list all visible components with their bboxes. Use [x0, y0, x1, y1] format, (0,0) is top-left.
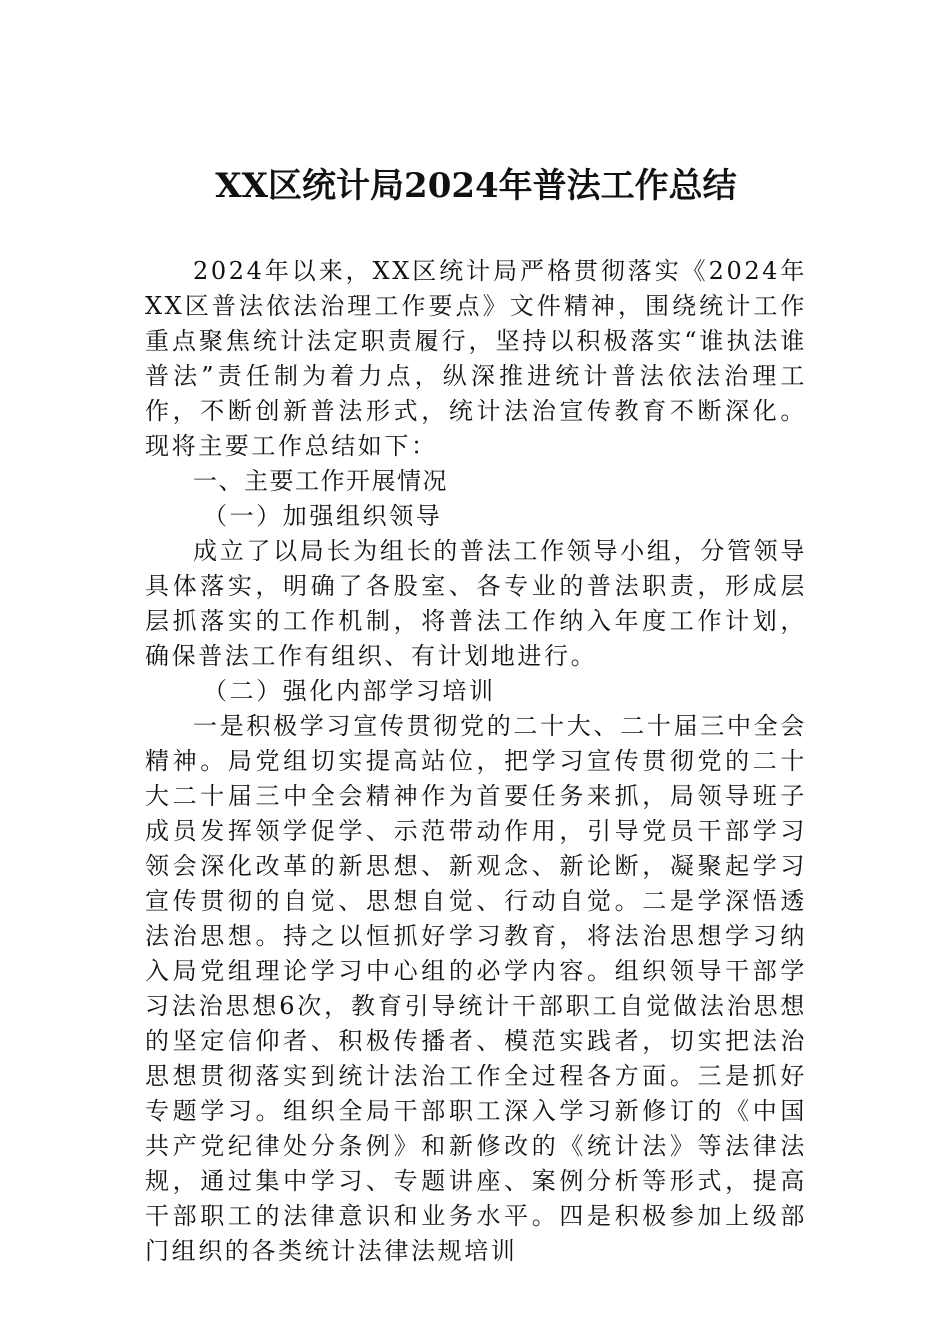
section-heading-main-work: 一、主要工作开展情况	[193, 467, 448, 495]
subsection-heading-organization: （一）加强组织领导	[203, 502, 443, 530]
organization-paragraph: 成立了以局长为组长的普法工作领导小组，分管领导具体落实，明确了各股室、各专业的普法职责，形成层层抓落实的工作机制，将普法工作纳入年度工作计划，确保普法工作有组织、有计划地进行。	[145, 537, 807, 670]
document-body	[145, 160, 807, 1269]
document-title: XX区统计局2024年普法工作总结	[215, 166, 737, 206]
subsection-heading-training: （二）强化内部学习培训	[203, 677, 496, 705]
intro-paragraph: 2024年以来，XX区统计局严格贯彻落实《2024年XX区普法依法治理工作要点》文件精神，围绕统计工作重点聚焦统计法定职责履行，坚持以积极落实“谁执法谁普法”责任制为着力点，纵深推进统计普法依法治理工作，不断创新普法形式，统计法治宣传教育不断深化。现将主要工作总结如下：	[145, 257, 807, 460]
training-paragraph: 一是积极学习宣传贯彻党的二十大、二十届三中全会精神。局党组切实提高站位，把学习宣传贯彻党的二十大二十届三中全会精神作为首要任务来抓，局领导班子成员发挥领学促学、示范带动作用，引导党员干部学习领会深化改革的新思想、新观念、新论断，凝聚起学习宣传贯彻的自觉、思想自觉、行动自觉。二是学深悟透法治思想。持之以恒抓好学习教育，将法治思想学习纳入局党组理论学习中心组的必学内容。组织领导干部学习法治思想6次，教育引导统计干部职工自觉做法治思想的坚定信仰者、积极传播者、模范实践者，切实把法治思想贯彻落实到统计法治工作全过程各方面。三是抓好专题学习。组织全局干部职工深入学习新修订的《中国共产党纪律处分条例》和新修改的《统计法》等法律法规，通过集中学习、专题讲座、案例分析等形式，提高干部职工的法律意识和业务水平。四是积极参加上级部门组织的各类统计法律法规培训	[145, 712, 807, 1265]
